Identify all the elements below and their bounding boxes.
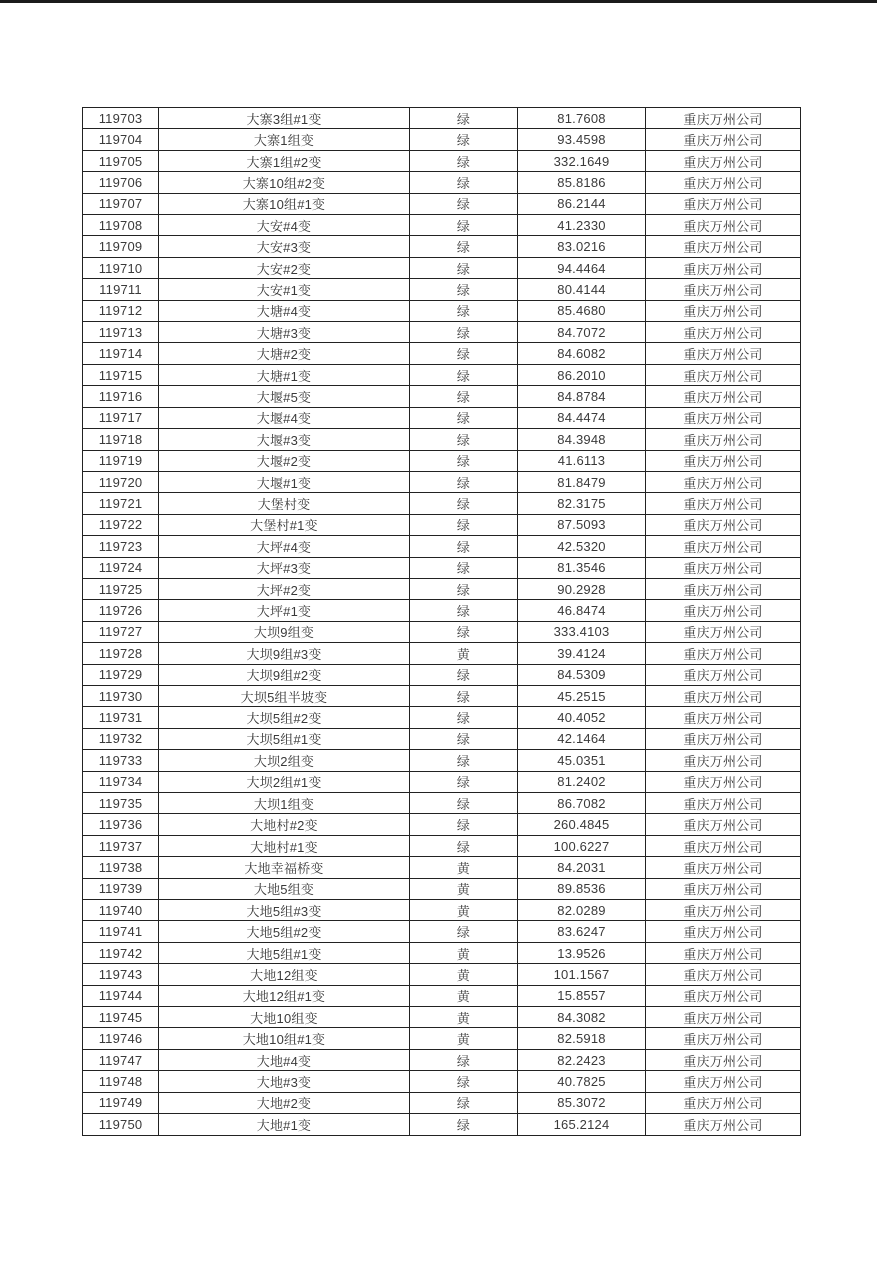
cell-company: 重庆万州公司 xyxy=(646,150,801,171)
cell-status: 绿 xyxy=(410,1092,518,1113)
table-row xyxy=(83,1071,801,1092)
cell-name: 大堰#2变 xyxy=(159,450,410,471)
cell-name: 大坝1组变 xyxy=(159,793,410,814)
cell-name: 大坝5组#1变 xyxy=(159,728,410,749)
cell-status: 黄 xyxy=(410,985,518,1006)
cell-company: 重庆万州公司 xyxy=(646,1092,801,1113)
cell-status: 绿 xyxy=(410,300,518,321)
cell-value: 82.0289 xyxy=(518,900,646,921)
cell-name: 大堰#5变 xyxy=(159,386,410,407)
table-row xyxy=(83,108,801,129)
cell-value: 260.4845 xyxy=(518,814,646,835)
cell-name: 大地12组变 xyxy=(159,964,410,985)
table-row xyxy=(83,386,801,407)
cell-company: 重庆万州公司 xyxy=(646,236,801,257)
cell-company: 重庆万州公司 xyxy=(646,921,801,942)
cell-name: 大塘#3变 xyxy=(159,322,410,343)
cell-status: 绿 xyxy=(410,1114,518,1136)
cell-name: 大塘#4变 xyxy=(159,300,410,321)
cell-id: 119712 xyxy=(83,300,159,321)
cell-name: 大地村#1变 xyxy=(159,835,410,856)
table-row xyxy=(83,942,801,963)
table-row xyxy=(83,900,801,921)
table-row xyxy=(83,257,801,278)
cell-id: 119728 xyxy=(83,643,159,664)
cell-id: 119715 xyxy=(83,364,159,385)
cell-id: 119735 xyxy=(83,793,159,814)
cell-id: 119741 xyxy=(83,921,159,942)
cell-id: 119745 xyxy=(83,1007,159,1028)
table-row xyxy=(83,835,801,856)
table-row xyxy=(83,150,801,171)
cell-company: 重庆万州公司 xyxy=(646,172,801,193)
cell-company: 重庆万州公司 xyxy=(646,364,801,385)
cell-value: 84.7072 xyxy=(518,322,646,343)
table-row xyxy=(83,300,801,321)
cell-name: 大坝5组#2变 xyxy=(159,707,410,728)
table-row xyxy=(83,664,801,685)
cell-value: 85.4680 xyxy=(518,300,646,321)
table-body xyxy=(83,108,801,1136)
cell-status: 黄 xyxy=(410,942,518,963)
cell-company: 重庆万州公司 xyxy=(646,793,801,814)
cell-name: 大堡村变 xyxy=(159,493,410,514)
cell-value: 80.4144 xyxy=(518,279,646,300)
cell-value: 41.2330 xyxy=(518,215,646,236)
cell-value: 93.4598 xyxy=(518,129,646,150)
cell-name: 大寨10组#2变 xyxy=(159,172,410,193)
cell-company: 重庆万州公司 xyxy=(646,471,801,492)
cell-company: 重庆万州公司 xyxy=(646,257,801,278)
cell-value: 39.4124 xyxy=(518,643,646,664)
cell-name: 大安#3变 xyxy=(159,236,410,257)
cell-name: 大寨1组#2变 xyxy=(159,150,410,171)
cell-name: 大地#4变 xyxy=(159,1049,410,1070)
table-row xyxy=(83,793,801,814)
cell-status: 绿 xyxy=(410,728,518,749)
table-row xyxy=(83,878,801,899)
cell-company: 重庆万州公司 xyxy=(646,835,801,856)
cell-id: 119713 xyxy=(83,322,159,343)
cell-id: 119744 xyxy=(83,985,159,1006)
cell-id: 119724 xyxy=(83,557,159,578)
cell-value: 13.9526 xyxy=(518,942,646,963)
cell-company: 重庆万州公司 xyxy=(646,600,801,621)
cell-name: 大安#4变 xyxy=(159,215,410,236)
cell-status: 绿 xyxy=(410,257,518,278)
table-row xyxy=(83,514,801,535)
cell-id: 119725 xyxy=(83,578,159,599)
cell-status: 绿 xyxy=(410,664,518,685)
cell-status: 黄 xyxy=(410,900,518,921)
cell-value: 86.2010 xyxy=(518,364,646,385)
cell-value: 86.7082 xyxy=(518,793,646,814)
table-row xyxy=(83,215,801,236)
table-row xyxy=(83,578,801,599)
table-row xyxy=(83,857,801,878)
cell-company: 重庆万州公司 xyxy=(646,664,801,685)
cell-status: 黄 xyxy=(410,857,518,878)
cell-status: 绿 xyxy=(410,450,518,471)
cell-id: 119710 xyxy=(83,257,159,278)
cell-company: 重庆万州公司 xyxy=(646,215,801,236)
cell-status: 绿 xyxy=(410,814,518,835)
cell-name: 大地#1变 xyxy=(159,1114,410,1136)
cell-name: 大地幸福桥变 xyxy=(159,857,410,878)
cell-status: 绿 xyxy=(410,386,518,407)
table-row xyxy=(83,600,801,621)
cell-id: 119709 xyxy=(83,236,159,257)
table-row xyxy=(83,193,801,214)
table-row xyxy=(83,964,801,985)
cell-status: 黄 xyxy=(410,878,518,899)
cell-status: 绿 xyxy=(410,429,518,450)
cell-value: 82.3175 xyxy=(518,493,646,514)
cell-name: 大塘#1变 xyxy=(159,364,410,385)
table-row xyxy=(83,536,801,557)
cell-company: 重庆万州公司 xyxy=(646,129,801,150)
table-row xyxy=(83,236,801,257)
data-table-container xyxy=(82,107,801,1136)
cell-id: 119733 xyxy=(83,750,159,771)
table-row xyxy=(83,1028,801,1049)
cell-name: 大坝2组#1变 xyxy=(159,771,410,792)
cell-id: 119722 xyxy=(83,514,159,535)
table-row xyxy=(83,685,801,706)
cell-id: 119742 xyxy=(83,942,159,963)
cell-company: 重庆万州公司 xyxy=(646,771,801,792)
cell-company: 重庆万州公司 xyxy=(646,450,801,471)
cell-id: 119746 xyxy=(83,1028,159,1049)
cell-status: 绿 xyxy=(410,750,518,771)
cell-name: 大坪#1变 xyxy=(159,600,410,621)
cell-value: 15.8557 xyxy=(518,985,646,1006)
cell-value: 94.4464 xyxy=(518,257,646,278)
cell-value: 82.5918 xyxy=(518,1028,646,1049)
table-row xyxy=(83,429,801,450)
table-row xyxy=(83,771,801,792)
cell-status: 绿 xyxy=(410,129,518,150)
cell-company: 重庆万州公司 xyxy=(646,1007,801,1028)
cell-status: 黄 xyxy=(410,1028,518,1049)
cell-id: 119706 xyxy=(83,172,159,193)
table-row xyxy=(83,172,801,193)
cell-value: 45.2515 xyxy=(518,685,646,706)
cell-name: 大坝2组变 xyxy=(159,750,410,771)
cell-status: 绿 xyxy=(410,835,518,856)
cell-name: 大坝9组#3变 xyxy=(159,643,410,664)
cell-name: 大地5组变 xyxy=(159,878,410,899)
table-row xyxy=(83,450,801,471)
cell-name: 大坝9组#2变 xyxy=(159,664,410,685)
cell-id: 119734 xyxy=(83,771,159,792)
cell-status: 绿 xyxy=(410,514,518,535)
cell-status: 绿 xyxy=(410,1049,518,1070)
table-row xyxy=(83,279,801,300)
cell-company: 重庆万州公司 xyxy=(646,964,801,985)
table-row xyxy=(83,621,801,642)
cell-id: 119723 xyxy=(83,536,159,557)
cell-name: 大寨3组#1变 xyxy=(159,108,410,129)
cell-id: 119707 xyxy=(83,193,159,214)
cell-company: 重庆万州公司 xyxy=(646,1114,801,1136)
cell-status: 绿 xyxy=(410,793,518,814)
cell-id: 119747 xyxy=(83,1049,159,1070)
cell-status: 黄 xyxy=(410,1007,518,1028)
cell-value: 45.0351 xyxy=(518,750,646,771)
cell-id: 119703 xyxy=(83,108,159,129)
cell-company: 重庆万州公司 xyxy=(646,322,801,343)
cell-company: 重庆万州公司 xyxy=(646,300,801,321)
table-row xyxy=(83,1049,801,1070)
cell-value: 82.2423 xyxy=(518,1049,646,1070)
cell-value: 84.5309 xyxy=(518,664,646,685)
cell-company: 重庆万州公司 xyxy=(646,108,801,129)
cell-name: 大堰#4变 xyxy=(159,407,410,428)
cell-value: 84.8784 xyxy=(518,386,646,407)
cell-status: 绿 xyxy=(410,279,518,300)
cell-company: 重庆万州公司 xyxy=(646,878,801,899)
cell-id: 119708 xyxy=(83,215,159,236)
cell-name: 大坝9组变 xyxy=(159,621,410,642)
cell-status: 绿 xyxy=(410,493,518,514)
cell-id: 119732 xyxy=(83,728,159,749)
cell-id: 119748 xyxy=(83,1071,159,1092)
cell-company: 重庆万州公司 xyxy=(646,1071,801,1092)
cell-value: 81.8479 xyxy=(518,471,646,492)
cell-company: 重庆万州公司 xyxy=(646,900,801,921)
table-row xyxy=(83,471,801,492)
cell-company: 重庆万州公司 xyxy=(646,1049,801,1070)
cell-status: 绿 xyxy=(410,536,518,557)
cell-status: 绿 xyxy=(410,600,518,621)
cell-company: 重庆万州公司 xyxy=(646,1028,801,1049)
table-row xyxy=(83,1092,801,1113)
cell-name: 大安#1变 xyxy=(159,279,410,300)
cell-value: 41.6113 xyxy=(518,450,646,471)
cell-id: 119717 xyxy=(83,407,159,428)
table-row xyxy=(83,557,801,578)
cell-company: 重庆万州公司 xyxy=(646,814,801,835)
cell-id: 119714 xyxy=(83,343,159,364)
cell-id: 119727 xyxy=(83,621,159,642)
cell-name: 大地12组#1变 xyxy=(159,985,410,1006)
cell-id: 119718 xyxy=(83,429,159,450)
cell-value: 81.3546 xyxy=(518,557,646,578)
cell-status: 绿 xyxy=(410,771,518,792)
cell-value: 81.2402 xyxy=(518,771,646,792)
cell-name: 大堡村#1变 xyxy=(159,514,410,535)
cell-value: 81.7608 xyxy=(518,108,646,129)
cell-status: 绿 xyxy=(410,921,518,942)
cell-id: 119705 xyxy=(83,150,159,171)
cell-name: 大寨1组变 xyxy=(159,129,410,150)
cell-name: 大地5组#2变 xyxy=(159,921,410,942)
cell-value: 85.3072 xyxy=(518,1092,646,1113)
table-row xyxy=(83,343,801,364)
cell-id: 119716 xyxy=(83,386,159,407)
cell-value: 84.6082 xyxy=(518,343,646,364)
cell-id: 119719 xyxy=(83,450,159,471)
cell-company: 重庆万州公司 xyxy=(646,985,801,1006)
cell-company: 重庆万州公司 xyxy=(646,621,801,642)
cell-value: 84.4474 xyxy=(518,407,646,428)
cell-name: 大地10组#1变 xyxy=(159,1028,410,1049)
cell-id: 119704 xyxy=(83,129,159,150)
data-table xyxy=(82,107,801,1136)
cell-company: 重庆万州公司 xyxy=(646,343,801,364)
cell-status: 绿 xyxy=(410,685,518,706)
cell-name: 大坪#2变 xyxy=(159,578,410,599)
cell-name: 大地#3变 xyxy=(159,1071,410,1092)
cell-company: 重庆万州公司 xyxy=(646,493,801,514)
cell-value: 87.5093 xyxy=(518,514,646,535)
table-row xyxy=(83,707,801,728)
cell-status: 绿 xyxy=(410,193,518,214)
cell-name: 大坪#4变 xyxy=(159,536,410,557)
cell-value: 100.6227 xyxy=(518,835,646,856)
cell-value: 84.3948 xyxy=(518,429,646,450)
cell-company: 重庆万州公司 xyxy=(646,407,801,428)
cell-company: 重庆万州公司 xyxy=(646,429,801,450)
cell-value: 42.1464 xyxy=(518,728,646,749)
cell-id: 119737 xyxy=(83,835,159,856)
cell-name: 大坪#3变 xyxy=(159,557,410,578)
cell-value: 40.7825 xyxy=(518,1071,646,1092)
cell-id: 119731 xyxy=(83,707,159,728)
cell-value: 332.1649 xyxy=(518,150,646,171)
cell-id: 119740 xyxy=(83,900,159,921)
cell-id: 119749 xyxy=(83,1092,159,1113)
cell-company: 重庆万州公司 xyxy=(646,643,801,664)
cell-value: 84.2031 xyxy=(518,857,646,878)
cell-status: 绿 xyxy=(410,172,518,193)
cell-company: 重庆万州公司 xyxy=(646,728,801,749)
cell-status: 绿 xyxy=(410,1071,518,1092)
table-row xyxy=(83,750,801,771)
cell-name: 大地村#2变 xyxy=(159,814,410,835)
table-row xyxy=(83,985,801,1006)
cell-value: 85.8186 xyxy=(518,172,646,193)
cell-status: 绿 xyxy=(410,407,518,428)
cell-value: 84.3082 xyxy=(518,1007,646,1028)
cell-status: 黄 xyxy=(410,643,518,664)
cell-status: 绿 xyxy=(410,150,518,171)
cell-company: 重庆万州公司 xyxy=(646,193,801,214)
cell-company: 重庆万州公司 xyxy=(646,279,801,300)
cell-status: 绿 xyxy=(410,322,518,343)
table-row xyxy=(83,1114,801,1136)
cell-status: 绿 xyxy=(410,343,518,364)
cell-company: 重庆万州公司 xyxy=(646,857,801,878)
cell-company: 重庆万州公司 xyxy=(646,514,801,535)
cell-status: 绿 xyxy=(410,621,518,642)
cell-company: 重庆万州公司 xyxy=(646,578,801,599)
cell-company: 重庆万州公司 xyxy=(646,942,801,963)
cell-company: 重庆万州公司 xyxy=(646,386,801,407)
cell-value: 101.1567 xyxy=(518,964,646,985)
cell-id: 119711 xyxy=(83,279,159,300)
cell-value: 46.8474 xyxy=(518,600,646,621)
cell-name: 大地5组#1变 xyxy=(159,942,410,963)
cell-id: 119721 xyxy=(83,493,159,514)
table-row xyxy=(83,322,801,343)
cell-value: 42.5320 xyxy=(518,536,646,557)
cell-status: 绿 xyxy=(410,578,518,599)
cell-name: 大坝5组半坡变 xyxy=(159,685,410,706)
cell-value: 333.4103 xyxy=(518,621,646,642)
top-edge-bar xyxy=(0,0,877,3)
cell-name: 大堰#1变 xyxy=(159,471,410,492)
cell-name: 大地10组变 xyxy=(159,1007,410,1028)
cell-id: 119739 xyxy=(83,878,159,899)
cell-name: 大塘#2变 xyxy=(159,343,410,364)
cell-value: 83.0216 xyxy=(518,236,646,257)
cell-status: 绿 xyxy=(410,707,518,728)
table-row xyxy=(83,643,801,664)
table-row xyxy=(83,1007,801,1028)
cell-status: 绿 xyxy=(410,471,518,492)
cell-value: 83.6247 xyxy=(518,921,646,942)
cell-company: 重庆万州公司 xyxy=(646,707,801,728)
cell-value: 86.2144 xyxy=(518,193,646,214)
table-row xyxy=(83,129,801,150)
cell-status: 绿 xyxy=(410,557,518,578)
cell-value: 40.4052 xyxy=(518,707,646,728)
cell-id: 119738 xyxy=(83,857,159,878)
cell-id: 119750 xyxy=(83,1114,159,1136)
cell-status: 绿 xyxy=(410,236,518,257)
cell-value: 89.8536 xyxy=(518,878,646,899)
cell-name: 大地#2变 xyxy=(159,1092,410,1113)
table-row xyxy=(83,921,801,942)
cell-status: 绿 xyxy=(410,364,518,385)
cell-id: 119743 xyxy=(83,964,159,985)
table-row xyxy=(83,814,801,835)
cell-status: 黄 xyxy=(410,964,518,985)
cell-id: 119720 xyxy=(83,471,159,492)
cell-id: 119730 xyxy=(83,685,159,706)
cell-status: 绿 xyxy=(410,108,518,129)
cell-id: 119726 xyxy=(83,600,159,621)
table-row xyxy=(83,728,801,749)
cell-name: 大堰#3变 xyxy=(159,429,410,450)
cell-name: 大地5组#3变 xyxy=(159,900,410,921)
table-row xyxy=(83,364,801,385)
cell-company: 重庆万州公司 xyxy=(646,750,801,771)
cell-value: 165.2124 xyxy=(518,1114,646,1136)
cell-value: 90.2928 xyxy=(518,578,646,599)
table-row xyxy=(83,493,801,514)
cell-company: 重庆万州公司 xyxy=(646,557,801,578)
cell-company: 重庆万州公司 xyxy=(646,685,801,706)
cell-id: 119729 xyxy=(83,664,159,685)
cell-id: 119736 xyxy=(83,814,159,835)
cell-status: 绿 xyxy=(410,215,518,236)
cell-company: 重庆万州公司 xyxy=(646,536,801,557)
cell-name: 大寨10组#1变 xyxy=(159,193,410,214)
cell-name: 大安#2变 xyxy=(159,257,410,278)
table-row xyxy=(83,407,801,428)
